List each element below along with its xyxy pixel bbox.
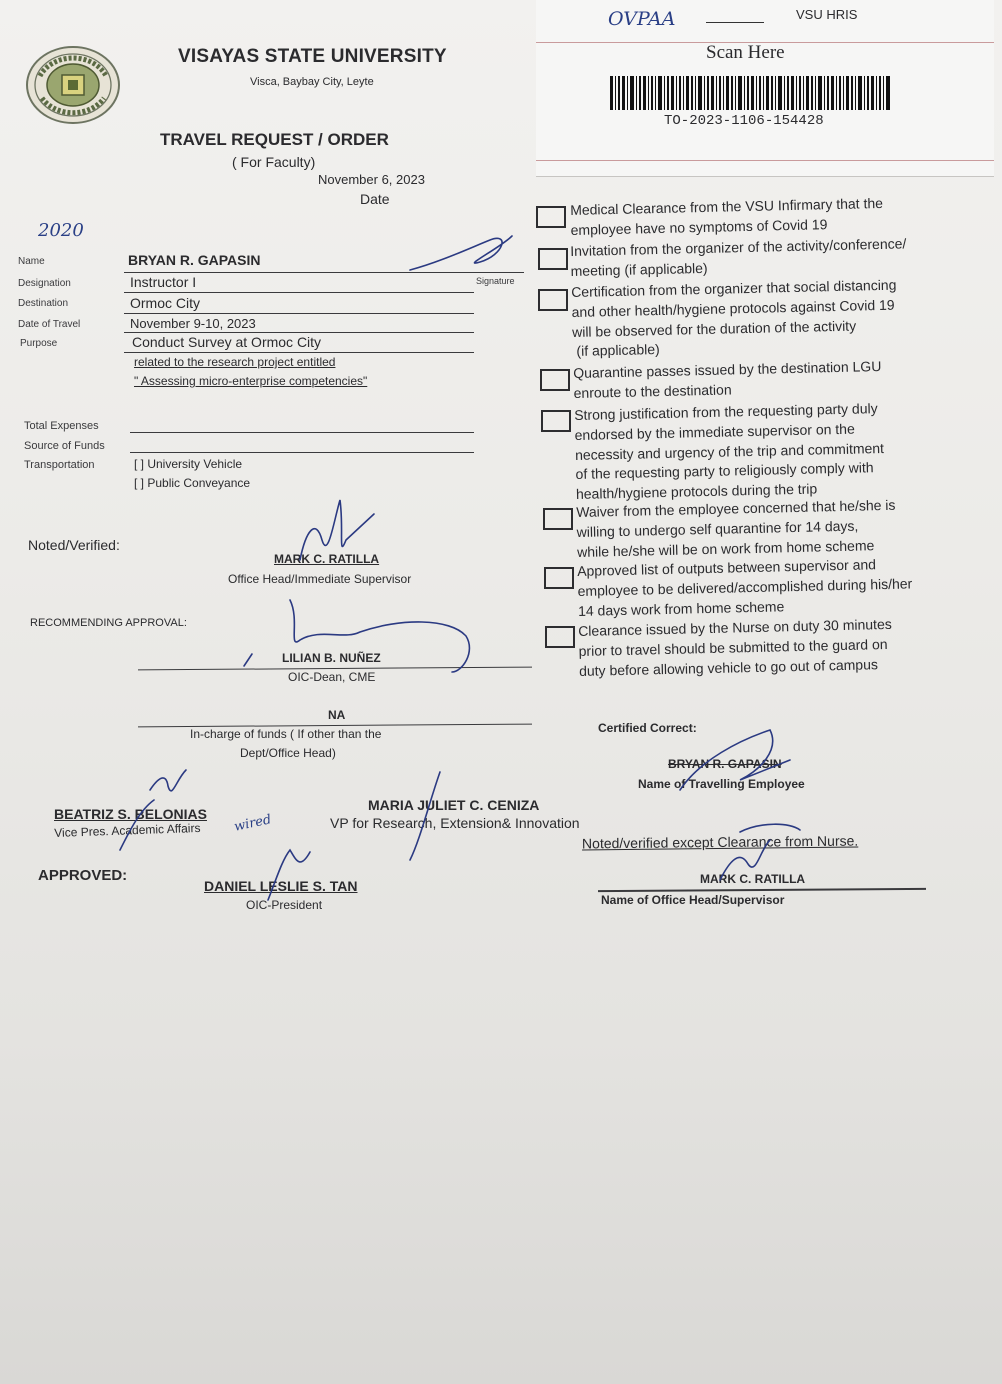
president-title: OIC-President [246, 898, 323, 912]
requirement-7: Approved list of outputs between supervisor and employee to be delivered/accomplished during his/her 14 days work from home scheme [577, 556, 913, 619]
signature-ratilla-2 [720, 840, 770, 880]
purpose-line-1: Conduct Survey at Ormoc City [132, 334, 322, 350]
president-name: DANIEL LESLIE S. TAN [204, 878, 358, 894]
date-of-travel-label: Date of Travel [18, 319, 81, 330]
signature-ceniza [410, 772, 440, 860]
funds-name: NA [328, 708, 346, 722]
supervisor-title: Office Head/Immediate Supervisor [228, 572, 412, 586]
form-title: TRAVEL REQUEST / ORDER [160, 130, 389, 149]
requirement-4: Quarantine passes issued by the destination LGU enroute to the destination [573, 358, 882, 401]
transportation-label: Transportation [24, 459, 95, 471]
vpre-title: VP for Research, Extension& Innovation [330, 815, 580, 831]
noted-except-clearance: Noted/verified except Clearance from Nurse. [581, 832, 859, 852]
university-name: VISAYAS STATE UNIVERSITY [178, 46, 447, 67]
funds-title-2: Dept/Office Head) [240, 746, 336, 760]
requirement-3: Certification from the organizer that social distancing and other health/hygiene protocols against Covid 19 will be observed for the duration of the activity (if applicable) [571, 276, 897, 360]
transport-option-public-conveyance: [ ] Public Conveyance [134, 476, 251, 490]
purpose-label: Purpose [20, 338, 58, 349]
designation-label: Designation [18, 278, 71, 289]
signature-belonias-2 [120, 800, 154, 850]
name-value: BRYAN R. GAPASIN [128, 252, 261, 268]
slip-office: VSU HRIS [796, 7, 858, 22]
form-date-label: Date [360, 191, 390, 207]
signature-gapasin-cert [680, 730, 790, 790]
employee-caption: Name of Travelling Employee [638, 777, 805, 791]
dean-name: LILIAN B. NUÑEZ [282, 651, 381, 665]
transport-option-university-vehicle: [ ] University Vehicle [134, 457, 243, 471]
total-expenses-label: Total Expenses [24, 420, 99, 432]
source-of-funds-label: Source of Funds [24, 440, 105, 452]
form-subtitle: ( For Faculty) [232, 154, 316, 170]
form-date: November 6, 2023 [318, 172, 425, 187]
signature-ratilla-1 [300, 500, 374, 560]
vpaa-initials: wired [232, 812, 273, 835]
destination-value: Ormoc City [130, 295, 200, 311]
funds-title-1: In-charge of funds ( If other than the [190, 727, 382, 741]
vpre-name: MARIA JULIET C. CENIZA [368, 797, 540, 813]
designation-value: Instructor I [130, 274, 197, 290]
vpaa-name: BEATRIZ S. BELONIAS [54, 806, 207, 822]
recommending-approval-label: RECOMMENDING APPROVAL: [30, 617, 187, 629]
dean-title: OIC-Dean, CME [288, 670, 376, 684]
employee-name: BRYAN R. GAPASIN [668, 757, 782, 771]
purpose-line-3: " Assessing micro-enterprise competencies" [134, 374, 368, 388]
requirement-8: Clearance issued by the Nurse on duty 30 minutes prior to travel should be submitted to the guard on duty before allowing vehicle to go out of campus [578, 615, 892, 679]
scan-here-label: Scan Here [706, 42, 785, 63]
signature-ratilla-3 [740, 824, 800, 832]
date-of-travel-value: November 9-10, 2023 [130, 316, 256, 331]
certified-correct-label: Certified Correct: [598, 721, 697, 735]
requirement-1: Medical Clearance from the VSU Infirmary that the employee have no symptoms of Covid 19 [570, 194, 884, 238]
requirement-5: Strong justification from the requesting party duly endorsed by the immediate supervisor on the necessity and urgency of the trip and commitment of the requesting party to religiously comply with health/hygiene protocols during the trip [574, 400, 885, 503]
requirement-2: Invitation from the organizer of the activity/conference/ meeting (if applicable) [570, 235, 907, 279]
office-head-caption: Name of Office Head/Supervisor [601, 893, 785, 907]
handwritten-ovpaa: OVPAA [608, 8, 676, 30]
signature-nunez [290, 600, 469, 672]
supervisor-name: MARK C. RATILLA [274, 552, 380, 566]
signature-nunez-tick [244, 654, 252, 666]
signature-tan [268, 850, 310, 900]
vpaa-title: Vice Pres. Academic Affairs [54, 820, 201, 840]
signature-label: Signature [476, 276, 515, 286]
university-address: Visca, Baybay City, Leyte [250, 76, 374, 88]
approved-label: APPROVED: [38, 867, 128, 884]
destination-label: Destination [18, 298, 69, 309]
tracking-code: TO-2023-1106-154428 [664, 113, 824, 129]
requirement-6: Waiver from the employee concerned that he/she is willing to undergo self quarantine for 14 days, while he/she will be on work from home scheme [576, 496, 896, 560]
office-head-name: MARK C. RATILLA [700, 872, 806, 886]
name-label: Name [18, 256, 45, 267]
noted-verified-label: Noted/Verified: [28, 537, 120, 553]
handwritten-year: 2020 [38, 220, 84, 241]
signature-gapasin-top [410, 236, 512, 270]
purpose-line-2: related to the research project entitled [134, 355, 336, 369]
signature-belonias-1 [150, 770, 186, 791]
